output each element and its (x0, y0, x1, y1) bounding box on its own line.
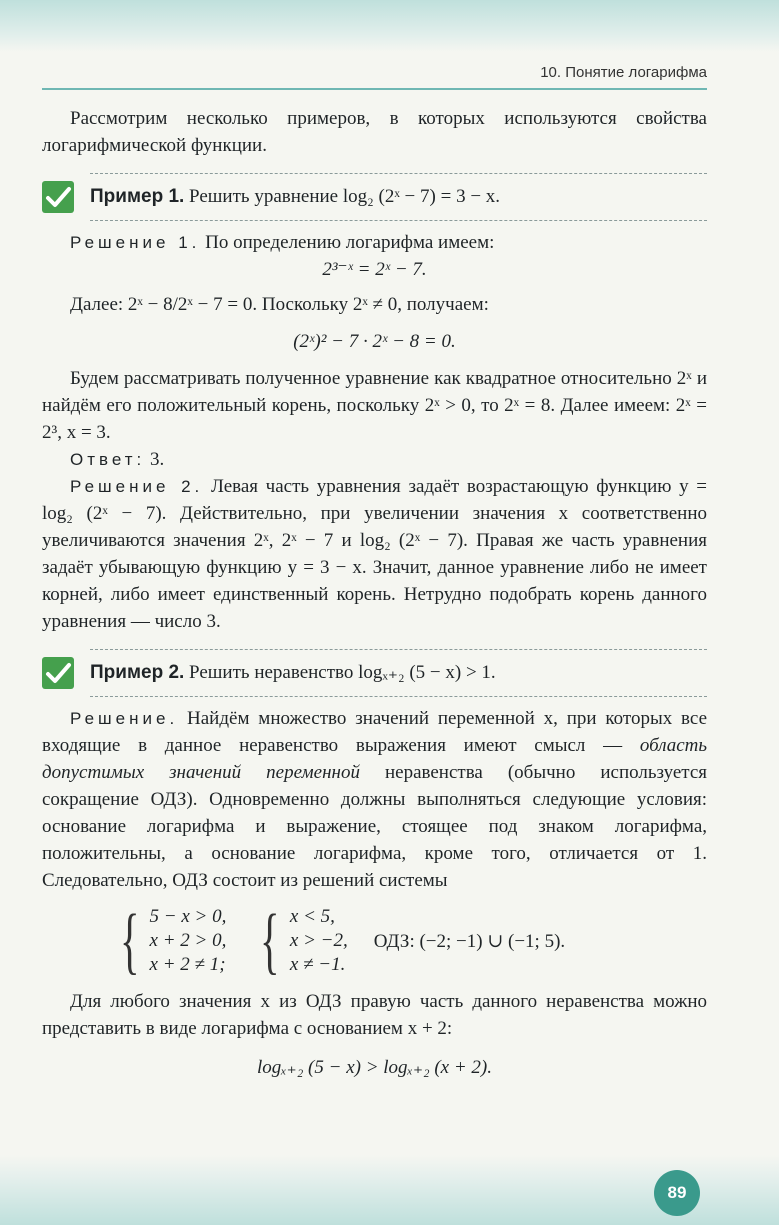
checkmark-icon (42, 657, 74, 689)
system-1 (112, 900, 227, 982)
further-line: Далее: 2ˣ − 8/2ˣ − 7 = 0. Поскольку 2ˣ ≠ 0, получаем: (70, 294, 489, 315)
solution-2-text: Левая часть уравнения задаёт возрастающую функцию y = log₂ (2ˣ − 7). Действительно, при увеличении значения x соответственно увеличиваются значения 2ˣ, 2ˣ − 7 и log₂ (2ˣ − 7). Правая же часть уравнения задаёт убывающую функцию y = 3 − x. Значит, данное уравнение либо не имеет корней, либо имеет единственный корень. Нетрудно подобрать корень данного уравнения — число 3. (42, 476, 707, 632)
dashed-divider (90, 696, 707, 697)
answer-value: 3. (150, 449, 165, 470)
top-decor-band (0, 0, 779, 52)
dashed-divider (90, 173, 707, 174)
solution-1-label: Решение 1. (70, 233, 201, 252)
header-rule (42, 88, 707, 90)
page-number-badge: 89 (654, 1170, 700, 1216)
system-2-line: x > −2, (289, 930, 348, 951)
example-2-solution-text-2: неравенства (обычно используется сокращение ОДЗ). Одновременно должны выполняться следующие условия: основание логарифма и выражение, стоящее под знаком логарифма, положительны, а основание логарифма, кроме того, отличается от 1. Следовательно, ОДЗ состоит из решений системы (42, 762, 708, 891)
quadratic-paragraph: Будем рассматривать полученное уравнение как квадратное относительно 2ˣ и найдём его положительный корень, поскольку 2ˣ > 0, то 2ˣ = 8. Далее имеем: 2ˣ = 2³, x = 3. (42, 368, 707, 443)
answer-label: Ответ: (70, 450, 146, 469)
odz-definition-italic: область допустимых значений переменной (42, 735, 708, 783)
example-2-solution-paragraph (42, 705, 707, 894)
example-1-header (42, 173, 707, 221)
odz-result: ОДЗ: (−2; −1) ∪ (−1; 5). (373, 930, 566, 952)
page-content (42, 105, 707, 1081)
example-2-title (90, 659, 496, 686)
final-inequality: logₓ₊₂ (5 − x) > logₓ₊₂ (x + 2). (256, 1057, 492, 1078)
example-1-statement: Решить уравнение log₂ (2ˣ − 7) = 3 − x. (189, 186, 501, 207)
solution-2-label: Решение 2. (70, 477, 204, 496)
system-2-lines (290, 905, 348, 977)
example-2-header (42, 649, 707, 697)
solution-1-text: По определению логарифма имеем: (205, 232, 495, 253)
system-1-line: 5 − x > 0, (149, 906, 227, 927)
system-1-line: x + 2 > 0, (149, 930, 227, 951)
example-2-solution-text-1: Найдём множество значений переменной x, при которых все входящие в данное неравенство выражения имеют смысл — (42, 708, 707, 756)
solution-2-paragraph (42, 473, 707, 635)
system-1-lines (150, 905, 227, 977)
example-1-title (90, 183, 500, 210)
checkmark-icon (42, 181, 74, 213)
system-2 (252, 900, 348, 982)
inequality-system (112, 900, 707, 982)
equation-1: 2³⁻ˣ = 2ˣ − 7. (322, 259, 427, 280)
system-2-line: x ≠ −1. (289, 954, 346, 975)
after-paragraph: Для любого значения x из ОДЗ правую часть данного неравенства можно представить в виде логарифма с основанием x + 2: (42, 991, 707, 1039)
dashed-divider (90, 649, 707, 650)
solution-1-intro (42, 229, 707, 256)
intro-paragraph: Рассмотрим несколько примеров, в которых используются свойства логарифмической функции. (42, 108, 707, 156)
brace-glyph: { (260, 900, 280, 982)
example-2-statement: Решить неравенство logₓ₊₂ (5 − x) > 1. (189, 662, 496, 683)
example-2-solution-label: Решение. (70, 709, 179, 728)
answer-line (42, 446, 707, 473)
system-1-line: x + 2 ≠ 1; (149, 954, 226, 975)
dashed-divider (90, 220, 707, 221)
equation-2: (2ˣ)² − 7 · 2ˣ − 8 = 0. (293, 331, 456, 352)
example-1-label: Пример 1. (90, 186, 185, 207)
system-2-line: x < 5, (289, 906, 335, 927)
brace-glyph: { (119, 900, 140, 982)
running-head: 10. Понятие логарифма (540, 64, 707, 81)
example-2-label: Пример 2. (90, 662, 185, 683)
